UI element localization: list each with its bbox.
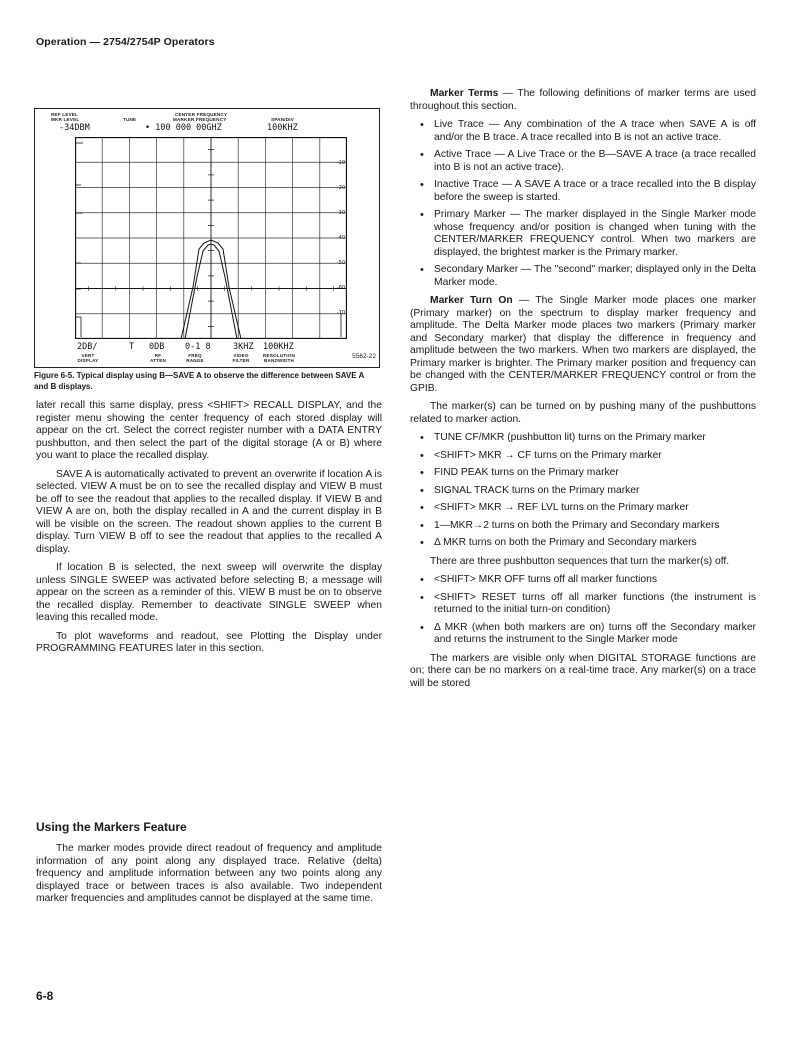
list-item: • Δ MKR turns on both the Primary and Secondary markers (410, 537, 756, 550)
figure-crt-display (34, 108, 380, 368)
turn-on-list (410, 432, 756, 550)
paragraph: The marker(s) can be turned on by pushing many of the pushbuttons related to marker action. (410, 401, 756, 425)
list-item: • SIGNAL TRACK turns on the Primary marker (410, 485, 756, 498)
bandwidth-readout: 100KHZ (263, 342, 294, 352)
list-item: • Secondary Marker — The "second" marker; displayed only in the Delta Marker mode. (410, 264, 756, 289)
resolution-bandwidth-label: RESOLUTION BANDWIDTH (262, 353, 296, 363)
turn-off-list (410, 574, 756, 647)
right-column (410, 88, 756, 696)
list-item: • Inactive Trace — A SAVE A trace or a trace recalled into the B display before the sweep is started. (410, 179, 756, 204)
scale-mark: -70 (336, 310, 345, 316)
list-item: • <SHIFT> MKR OFF turns off all marker functions (410, 574, 756, 587)
list-item: • Primary Marker — The marker displayed in the Single Marker mode whose frequency and/or position is changed when tuning with the CENTER/MARKER FREQUENCY control. When two markers are displayed, the brightest marker is the Primary marker. (410, 209, 756, 259)
marker-terms-heading: Marker Terms (430, 88, 499, 99)
mkr-level-label: MKR LEVEL (51, 117, 80, 122)
rf-atten-label: RF ATTEN (150, 353, 166, 363)
marker-turn-on-paragraph (410, 295, 756, 395)
list-item: • 1—MKR→2 turns on both the Primary and Secondary markers (410, 520, 756, 533)
left-column (36, 400, 382, 662)
freq-range-label: FREQ RANGE (186, 353, 204, 363)
marker-turn-on-text: — The Single Marker mode places one marker (Primary marker) on the spectrum to display marker frequency and amplitude. The Delta Marker mode places two markers (Primary marker and Secondary marker) that display the difference in frequency and amplitude between the two markers. When two markers are displayed, the Primary marker is brighter. The Primary marker position and frequency can be changed with the CENTER/MARKER FREQUENCY control or from the GPIB. (410, 295, 757, 394)
paragraph: SAVE A is automatically activated to prevent an overwrite if location A is selected. VIEW A must be on to see the recalled display and VIEW B must be off to see the readout that applies to the recalled display. If VIEW B and VIEW A are on, both the display recalled in A and the current display in B will be visible on the screen. The readout shown applies to the current B display. Turn VIEW B off to see the readout that applies to the recalled A display. (36, 468, 382, 555)
paragraph: The marker modes provide direct readout of frequency and amplitude information of any point along any displayed trace. Relative (delta) frequency and amplitude information between any two points along any displayed trace or between traces is also available. Two independent marker frequencies and amplitudes cannot be displayed at the same time. (36, 843, 382, 904)
scale-mark: -50 (336, 260, 345, 266)
list-item: • Live Trace — Any combination of the A trace when SAVE A is off and/or the B trace. A trace recalled into B is not an active trace. (410, 119, 756, 144)
list-item: • <SHIFT> MKR → REF LVL turns on the Primary marker (410, 502, 756, 515)
scale-mark: -30 (336, 210, 345, 216)
ref-level-label: REF LEVEL (51, 112, 79, 117)
paragraph: To plot waveforms and readout, see Plotting the Display under PROGRAMMING FEATURES later in this section. (36, 630, 382, 654)
paragraph: The markers are visible only when DIGITAL STORAGE functions are on; there can be no markers on a real-time trace. Any marker(s) on a trace will be stored (410, 652, 756, 689)
running-header: Operation — 2754/2754P Operators (36, 36, 215, 48)
t-readout: T (129, 342, 135, 352)
marker-turn-on-heading: Marker Turn On (430, 295, 513, 306)
marker-terms-list (410, 119, 756, 289)
left-column-bottom (36, 843, 382, 912)
video-filter-label: VIDEO FILTER (232, 353, 250, 363)
figure-code: 5562-22 (352, 353, 376, 360)
marker-frequency-label: MARKER FREQUENCY (173, 117, 227, 122)
tune-label: TUNE (123, 117, 137, 122)
list-item: • FIND PEAK turns on the Primary marker (410, 467, 756, 480)
filter-readout: 3KHZ (233, 342, 254, 352)
vert-readout: 2DB/ (77, 342, 98, 352)
list-item: • TUNE CF/MKR (pushbutton lit) turns on the Primary marker (410, 432, 756, 445)
span-readout: 100KHZ (267, 123, 298, 133)
level-readout: -34DBM (59, 123, 90, 133)
paragraph: If location B is selected, the next sweep will overwrite the display unless SINGLE SWEEP was activated before selecting B; a message will appear on the screen as a reminder of this. VIEW B must be on to observe the recalled display. Remember to deactivate SINGLE SWEEP when leaving this recalled mode. (36, 562, 382, 623)
list-item: • Δ MKR (when both markers are on) turns off the Secondary marker and returns the instrument to the Single Marker mode (410, 622, 756, 647)
marker-terms-intro: — The following definitions of marker terms are used throughout this section. (410, 88, 756, 112)
atten-readout: 0DB (149, 342, 165, 352)
center-frequency-label: CENTER FREQUENCY (175, 112, 228, 117)
frequency-readout: • 100 000 00GHZ (145, 123, 222, 133)
scale-mark: -60 (336, 285, 345, 291)
paragraph: later recall this same display, press <SHIFT> RECALL DISPLAY, and the register menu showing the center frequency of each stored display will appear on the crt. Select the correct register number with a DATA ENTRY pushbutton, and then select the part of the digital storage (A or B) where you want to place the recalled display. (36, 400, 382, 461)
scale-mark: -10 (336, 160, 345, 166)
marker-terms-paragraph (410, 88, 756, 113)
scale-mark: -40 (336, 235, 345, 241)
span-div-label: SPAN/DIV (271, 117, 294, 122)
section-title: Using the Markers Feature (36, 820, 187, 834)
scale-mark: -20 (336, 185, 345, 191)
list-item: • <SHIFT> RESET turns off all marker functions (the instrument is returned to the initial turn-on condition) (410, 592, 756, 617)
list-item: • Active Trace — A Live Trace or the B—SAVE A trace (a trace recalled into B is not an active trace). (410, 149, 756, 174)
page-number: 6-8 (36, 989, 54, 1003)
crt-graticule (75, 137, 347, 339)
figure-caption: Figure 6-5. Typical display using B—SAVE A to observe the difference between SAVE A and B displays. (34, 371, 364, 391)
list-item: • <SHIFT> MKR → CF turns on the Primary marker (410, 450, 756, 463)
vert-display-label: VERT DISPLAY (77, 353, 99, 363)
paragraph: There are three pushbutton sequences that turn the marker(s) off. (430, 555, 730, 567)
range-readout: 0-1 8 (185, 342, 211, 352)
